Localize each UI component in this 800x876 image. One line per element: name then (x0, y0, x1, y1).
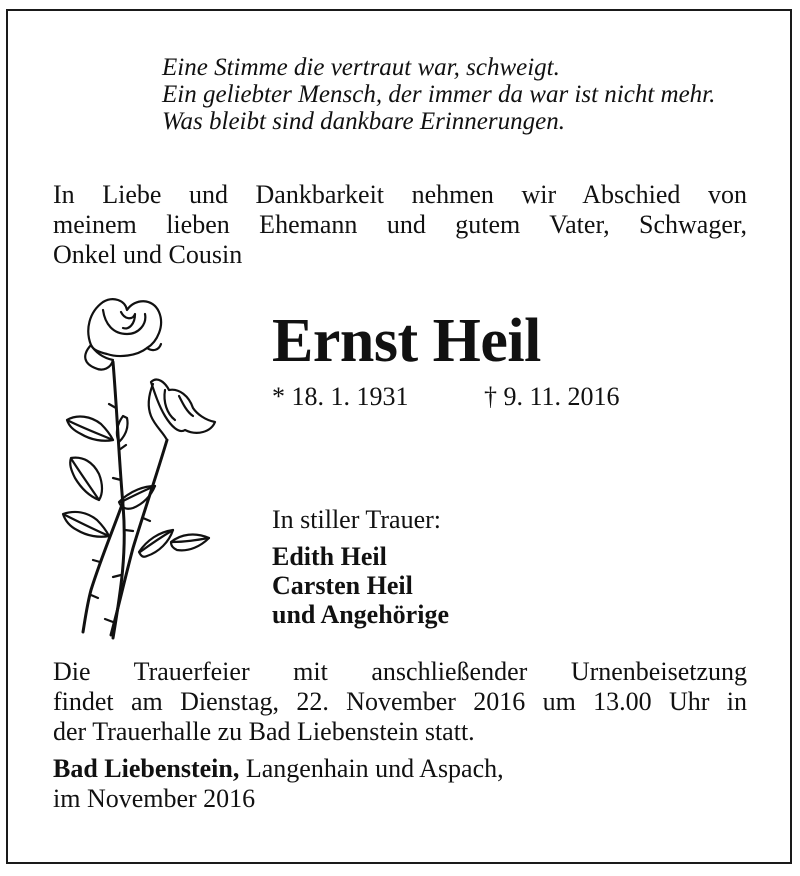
intro-line: meinem lieben Ehemann und gutem Vater, Schwager, (53, 210, 747, 239)
service-line: findet am Dienstag, 22. November 2016 um 13.00 Uhr in (53, 687, 747, 716)
mourning-heading: In stiller Trauer: (272, 505, 441, 534)
mourners-list (272, 542, 449, 629)
poem (162, 54, 715, 135)
death-date: † 9. 11. 2016 (484, 382, 620, 411)
poem-line: Ein geliebter Mensch, der immer da war ist nicht mehr. (162, 81, 716, 108)
mourner-name: und Angehörige (272, 600, 449, 629)
poem-line: Eine Stimme die vertraut war, schweigt. (162, 54, 560, 81)
intro-text (53, 180, 747, 270)
intro-line: In Liebe und Dankbarkeit nehmen wir Abschied von (53, 180, 747, 209)
service-line: der Trauerhalle zu Bad Liebenstein statt. (53, 717, 475, 746)
mourner-name: Edith Heil (272, 542, 387, 571)
intro-line: Onkel und Cousin (53, 240, 243, 269)
birth-date: * 18. 1. 1931 (272, 382, 409, 411)
service-text (53, 657, 747, 747)
place-and-date (53, 754, 504, 814)
notice-date: im November 2016 (53, 784, 256, 813)
poem-line: Was bleibt sind dankbare Erinnerungen. (162, 108, 565, 135)
mourner-name: Carsten Heil (272, 571, 413, 600)
rose-drawing-icon (55, 290, 225, 645)
place-rest: Langenhain und Aspach, (239, 754, 504, 783)
service-line: Die Trauerfeier mit anschließender Urnenbeisetzung (53, 657, 747, 686)
deceased-name: Ernst Heil (272, 307, 541, 375)
place-bold: Bad Liebenstein, (53, 754, 240, 783)
